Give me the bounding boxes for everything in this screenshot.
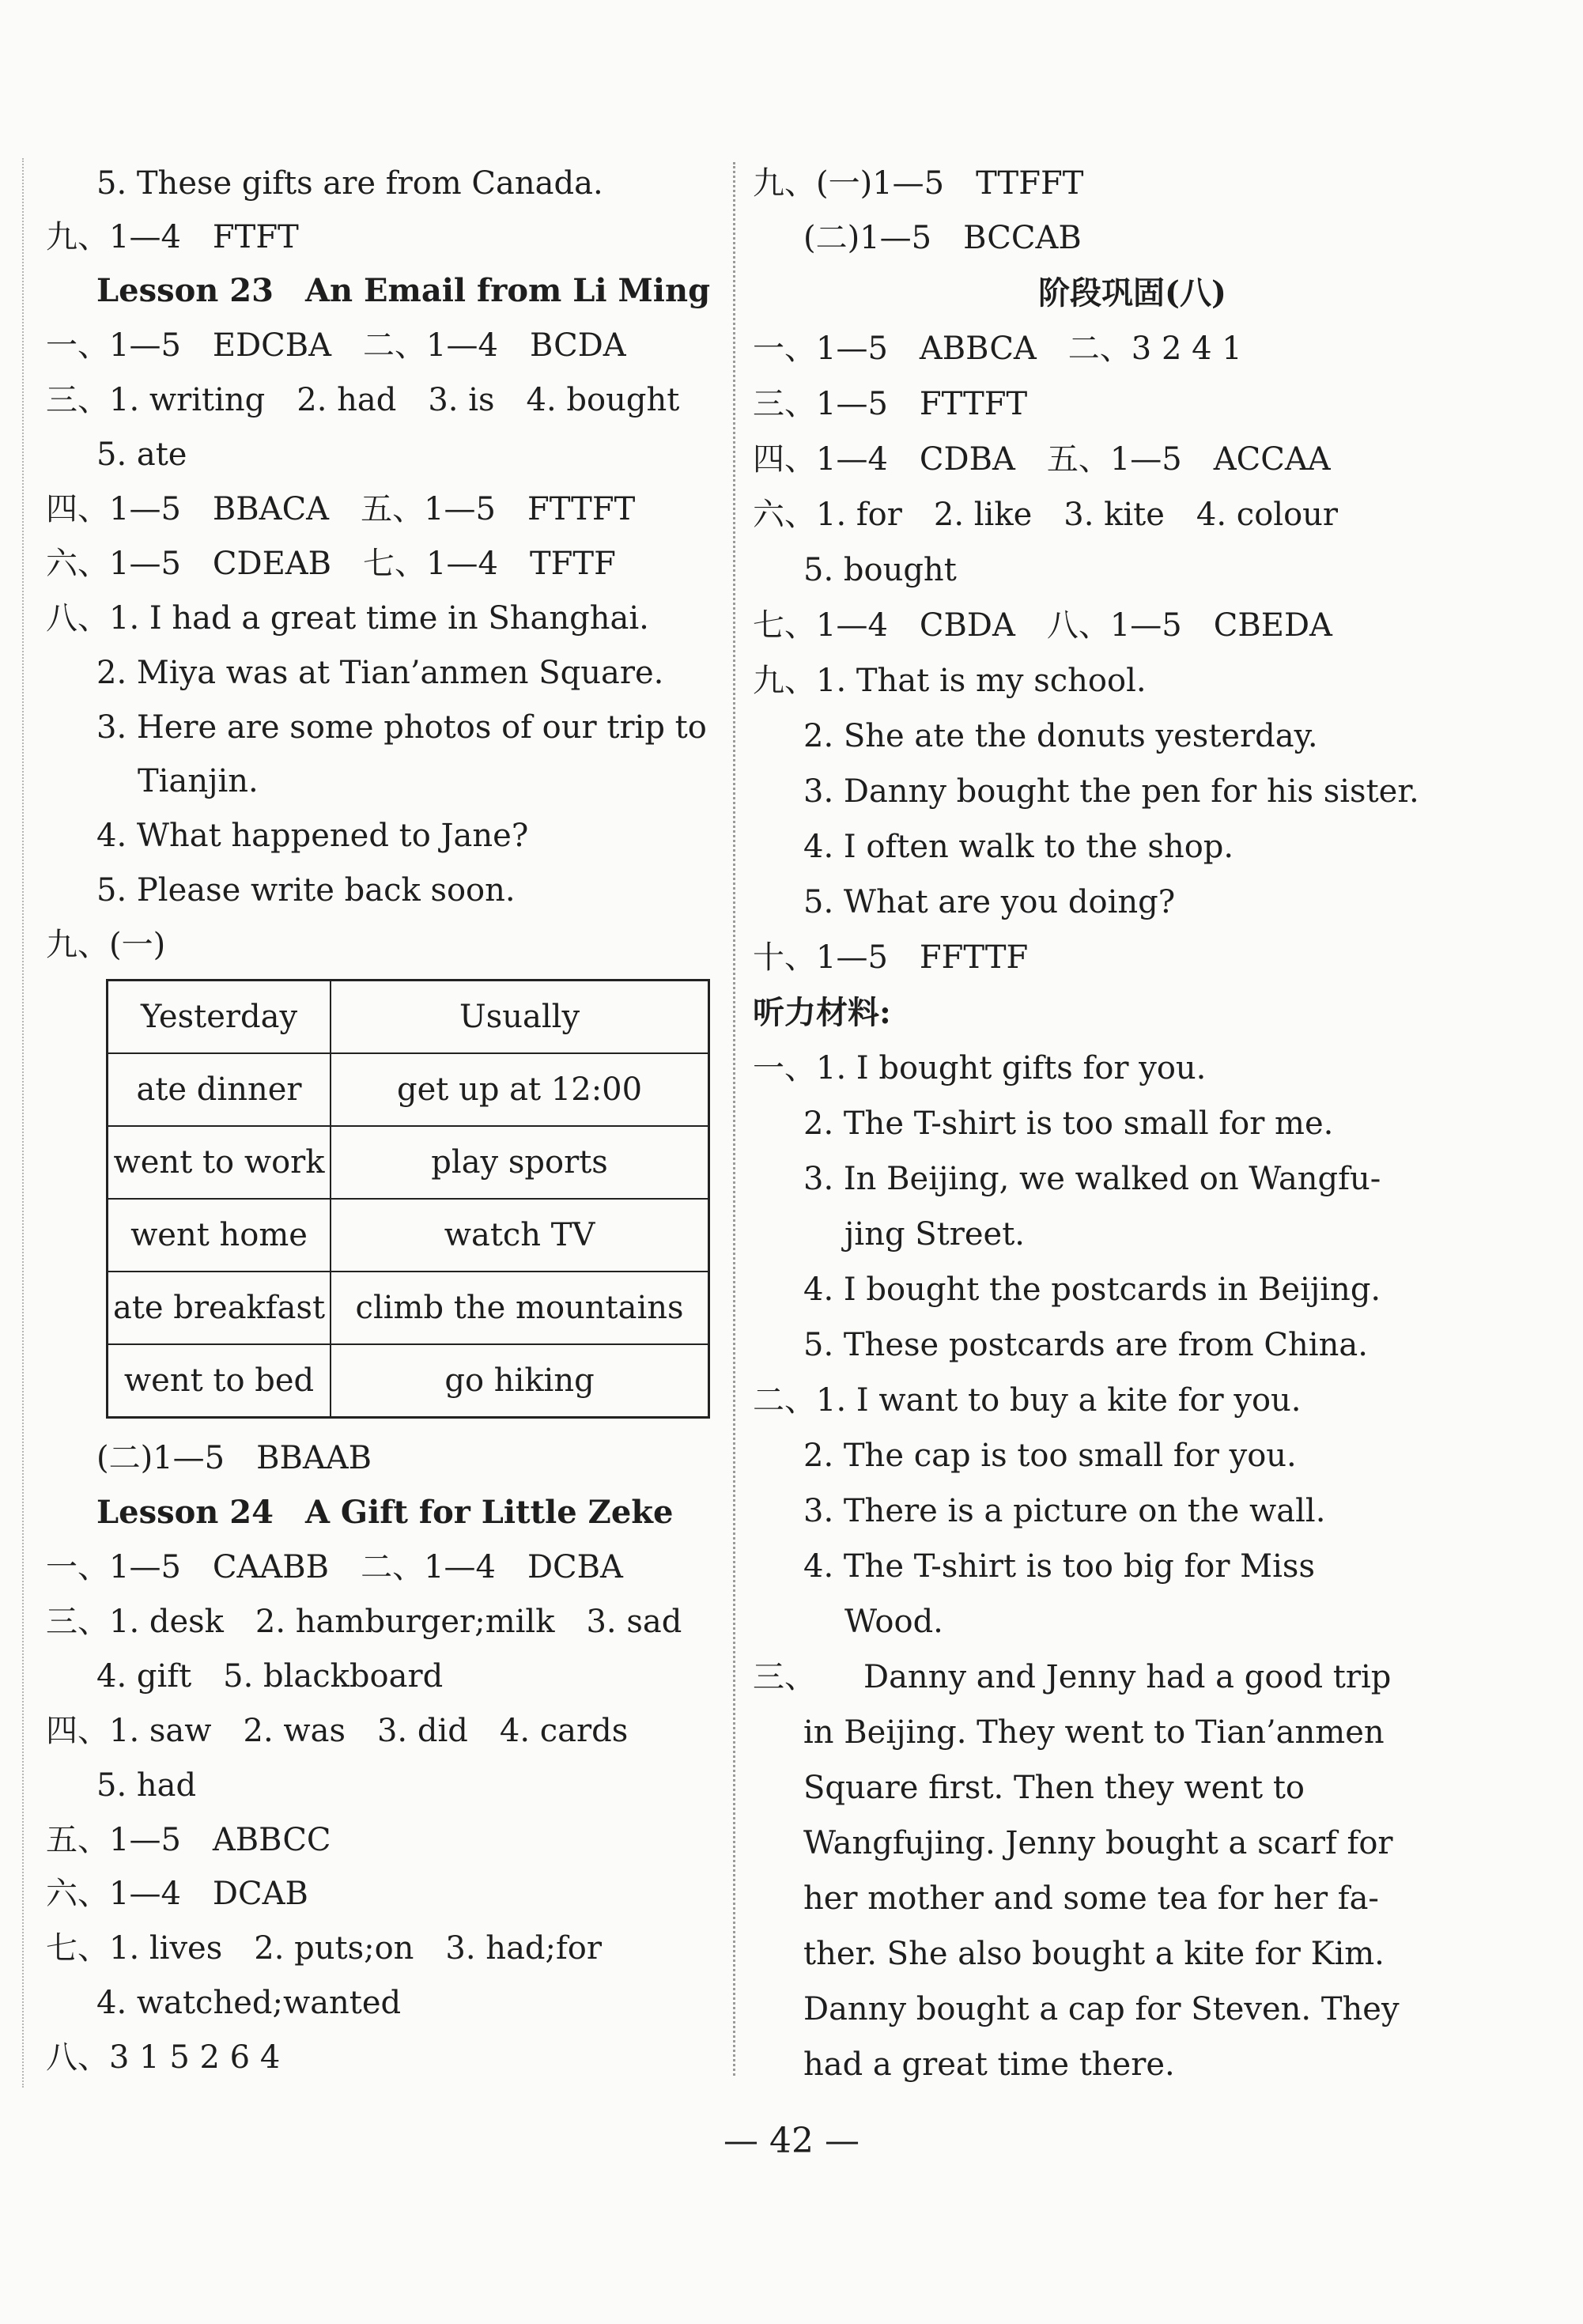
answer-line: 2. The cap is too small for you. [803, 1438, 1297, 1474]
answer-line: 2. The T-shirt is too small for me. [803, 1105, 1334, 1142]
answer-line: 4. The T-shirt is too big for Miss [803, 1548, 1315, 1585]
passage-line: had a great time there. [803, 2046, 1175, 2083]
column-divider [733, 162, 735, 2076]
answer-line: Tianjin. [138, 763, 259, 799]
table-cell: ate breakfast [108, 1272, 331, 1344]
table-row [108, 1199, 709, 1272]
table-cell: went to bed [108, 1344, 331, 1418]
passage-line: Danny bought a cap for Steven. They [803, 1991, 1400, 2027]
answer-line: 七、1. lives 2. puts;on 3. had;for [46, 1930, 603, 1967]
answer-line: 3. In Beijing, we walked on Wangfu- [803, 1161, 1381, 1197]
answer-line: 2. Miya was at Tian’anmen Square. [96, 655, 664, 691]
answer-line: (二)1—5 BCCAB [803, 220, 1082, 256]
table-cell: get up at 12:00 [331, 1053, 709, 1126]
answer-line: 二、1. I want to buy a kite for you. [753, 1382, 1302, 1419]
passage-line: ther. She also bought a kite for Kim. [803, 1936, 1385, 1972]
answer-line: 4. I bought the postcards in Beijing. [803, 1272, 1381, 1308]
answer-line: 九、(一)1—5 TTFFT [753, 165, 1084, 202]
answer-line: 5. had [96, 1767, 197, 1804]
table-row [108, 1272, 709, 1344]
page-number: — 42 — [723, 2121, 860, 2161]
answer-line: 2. She ate the donuts yesterday. [803, 718, 1318, 754]
answer-line: 5. These postcards are from China. [803, 1327, 1368, 1363]
answer-line: 九、1. That is my school. [753, 663, 1147, 699]
answer-line: 5. ate [96, 436, 187, 473]
answer-line: 4. gift 5. blackboard [96, 1658, 444, 1695]
answer-line: 5. bought [803, 552, 957, 588]
lesson-24-title: Lesson 24 A Gift for Little Zeke [96, 1494, 674, 1531]
answer-line: 三、1—5 FTTFT [753, 386, 1028, 422]
passage-line: her mother and some tea for her fa- [803, 1880, 1379, 1917]
answer-line: 四、1—4 CDBA 五、1—5 ACCAA [753, 441, 1331, 478]
answer-line: 九、(一) [46, 927, 166, 963]
passage-line: 三、 Danny and Jenny had a good trip [753, 1659, 1392, 1695]
table-header-row [108, 981, 709, 1054]
answer-line: 七、1—4 CBDA 八、1—5 CBEDA [753, 607, 1332, 644]
answer-line: 四、1—5 BBACA 五、1—5 FTTFT [46, 491, 636, 527]
answer-line: 六、1—5 CDEAB 七、1—4 TFTF [46, 546, 616, 582]
answer-line: 十、1—5 FFTTF [753, 939, 1029, 976]
listening-title: 听力材料: [753, 994, 891, 1031]
answer-line: 五、1—5 ABBCC [46, 1822, 331, 1858]
answer-line: jing Street. [844, 1216, 1026, 1253]
answer-line: 5. What are you doing? [803, 884, 1176, 920]
answer-line: 5. Please write back soon. [96, 872, 516, 909]
answer-line: 3. There is a picture on the wall. [803, 1493, 1326, 1529]
table-cell: went home [108, 1199, 331, 1272]
passage-line: in Beijing. They went to Tian’anmen [803, 1714, 1385, 1751]
answer-line: 5. These gifts are from Canada. [96, 165, 603, 202]
answer-line: 4. What happened to Jane? [96, 818, 529, 854]
answer-line: 三、1. writing 2. had 3. is 4. bought [46, 382, 680, 418]
binding-edge-dots [22, 158, 24, 2088]
answer-line: 三、1. desk 2. hamburger;milk 3. sad [46, 1604, 682, 1640]
answer-line: 八、3 1 5 2 6 4 [46, 2039, 281, 2076]
table-cell: watch TV [331, 1199, 709, 1272]
answer-line: 一、1—5 ABBCA 二、3 2 4 1 [753, 331, 1242, 367]
table-row [108, 1126, 709, 1199]
table-header: Usually [331, 981, 709, 1054]
answer-line: 一、1—5 EDCBA 二、1—4 BCDA [46, 327, 626, 364]
table-cell: climb the mountains [331, 1272, 709, 1344]
yesterday-usually-table [106, 979, 710, 1419]
answer-line: 四、1. saw 2. was 3. did 4. cards [46, 1713, 629, 1749]
answer-line: 4. watched;wanted [96, 1985, 402, 2021]
table-cell: go hiking [331, 1344, 709, 1418]
answer-line: 3. Here are some photos of our trip to [96, 709, 707, 746]
passage-line: Wangfujing. Jenny bought a scarf for [803, 1825, 1393, 1861]
table-row [108, 1053, 709, 1126]
section-title: 阶段巩固(八) [1038, 274, 1226, 312]
answer-line: Wood. [844, 1604, 943, 1640]
answer-line: (二)1—5 BBAAB [96, 1440, 372, 1476]
table-cell: ate dinner [108, 1053, 331, 1126]
answer-line: 六、1—4 DCAB [46, 1876, 308, 1912]
answer-line: 六、1. for 2. like 3. kite 4. colour [753, 497, 1339, 533]
answer-line: 4. I often walk to the shop. [803, 829, 1234, 865]
table-cell: went to work [108, 1126, 331, 1199]
answer-line: 3. Danny bought the pen for his sister. [803, 773, 1419, 810]
answer-line: 一、1—5 CAABB 二、1—4 DCBA [46, 1549, 623, 1585]
lesson-23-title: Lesson 23 An Email from Li Ming [96, 272, 711, 309]
table-header: Yesterday [108, 981, 331, 1054]
table-cell: play sports [331, 1126, 709, 1199]
answer-line: 一、1. I bought gifts for you. [753, 1050, 1207, 1086]
passage-line: Square first. Then they went to [803, 1770, 1305, 1806]
answer-line: 九、1—4 FTFT [46, 219, 299, 255]
table-row [108, 1344, 709, 1418]
answer-line: 八、1. I had a great time in Shanghai. [46, 600, 649, 637]
